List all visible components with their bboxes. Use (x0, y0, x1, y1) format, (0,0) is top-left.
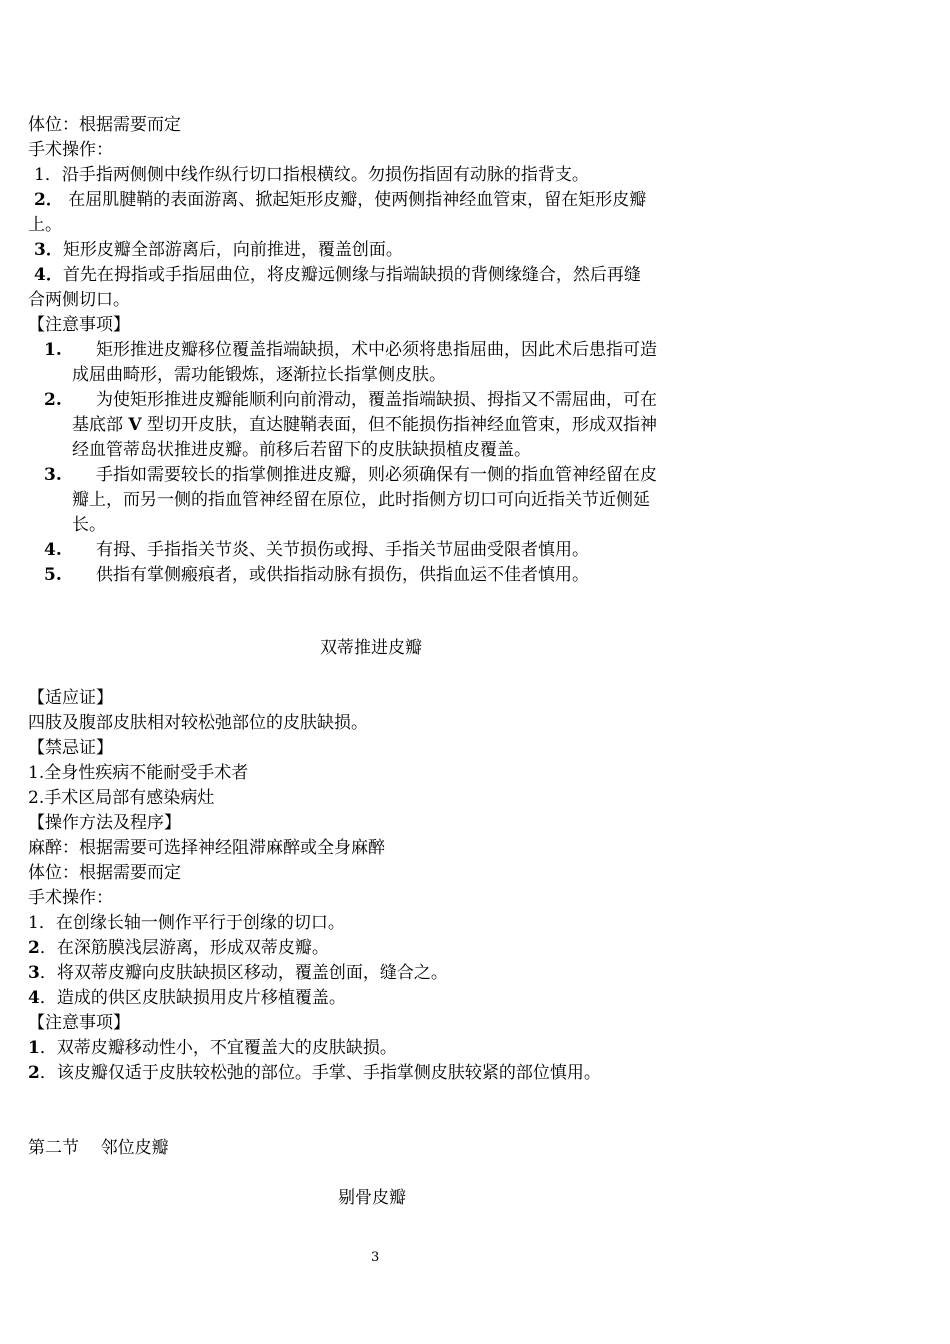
note-item: 1．双蒂皮瓣移动性小，不宜覆盖大的皮肤缺损。 (28, 1038, 397, 1058)
notes-heading: 【注意事项】 (28, 1013, 130, 1033)
note-text: 为使矩形推进皮瓣能顺利向前滑动，覆盖指端缺损、拇指又不需屈曲，可在 (96, 390, 657, 410)
note-text: 基底部 V 型切开皮肤，直达腱鞘表面，但不能损伤指神经血管束，形成双指神 (72, 415, 658, 435)
note-text: 供指有掌侧瘢痕者，或供指指动脉有损伤，供指血运不佳者慎用。 (96, 565, 589, 585)
note-number: 4. (44, 540, 62, 560)
note-item: 2．该皮瓣仅适于皮肤较松弛的部位。手掌、手指掌侧皮肤较紧的部位慎用。 (28, 1063, 601, 1083)
note-text: 有拇、手指指关节炎、关节损伤或拇、手指关节屈曲受限者慎用。 (96, 540, 589, 560)
op-item: 1．沿手指两侧侧中线作纵行切口指根横纹。勿损伤指固有动脉的指背支。 (34, 165, 589, 185)
op-item: 4．首先在拇指或手指屈曲位，将皮瓣远侧缘与指端缺损的背侧缘缝合，然后再缝 (34, 265, 641, 285)
op-item: 4．造成的供区皮肤缺损用皮片移植覆盖。 (28, 988, 346, 1008)
op-item-cont: 上。 (28, 215, 62, 235)
chapter-heading: 第二节 邻位皮瓣 (28, 1138, 169, 1158)
indication-text: 四肢及腹部皮肤相对较松弛部位的皮肤缺损。 (28, 713, 368, 733)
note-number: 5. (44, 565, 62, 585)
ops-label: 手术操作： (28, 140, 113, 160)
note-text: 矩形推进皮瓣移位覆盖指端缺损，术中必须将患指屈曲，因此术后患指可造 (96, 340, 657, 360)
op-item: 2． 在屈肌腱鞘的表面游离、掀起矩形皮瓣，使两侧指神经血管束，留在矩形皮瓣 (34, 190, 647, 210)
position-line: 体位：根据需要而定 (28, 115, 181, 135)
note-text: 长。 (72, 515, 106, 535)
section-title: 剔骨皮瓣 (338, 1188, 406, 1208)
section-title: 双蒂推进皮瓣 (320, 638, 422, 658)
op-item: 1．在创缘长轴一侧作平行于创缘的切口。 (28, 913, 345, 933)
position-line: 体位：根据需要而定 (28, 863, 181, 883)
note-text: 成屈曲畸形，需功能锻炼，逐渐拉长指掌侧皮肤。 (72, 365, 446, 385)
method-heading: 【操作方法及程序】 (28, 813, 181, 833)
op-item-cont: 合两侧切口。 (28, 290, 130, 310)
op-item: 3．矩形皮瓣全部游离后，向前推进，覆盖创面。 (34, 240, 403, 260)
contra-heading: 【禁忌证】 (28, 738, 113, 758)
note-text: 手指如需要较长的指掌侧推进皮瓣，则必须确保有一侧的指血管神经留在皮 (96, 465, 657, 485)
note-text: 经血管蒂岛状推进皮瓣。前移后若留下的皮肤缺损植皮覆盖。 (72, 440, 531, 460)
indication-heading: 【适应证】 (28, 688, 113, 708)
page-number: 3 (371, 1250, 380, 1265)
note-number: 2. (44, 390, 62, 410)
contra-item: 2.手术区局部有感染病灶 (28, 788, 215, 808)
notes-heading: 【注意事项】 (28, 315, 130, 335)
op-item: 3．将双蒂皮瓣向皮肤缺损区移动，覆盖创面，缝合之。 (28, 963, 448, 983)
op-item: 2．在深筋膜浅层游离，形成双蒂皮瓣。 (28, 938, 329, 958)
note-text: 瓣上，而另一侧的指血管神经留在原位，此时指侧方切口可向近指关节近侧延 (72, 490, 650, 510)
contra-item: 1.全身性疾病不能耐受手术者 (28, 763, 249, 783)
anesthesia-line: 麻醉：根据需要可选择神经阻滞麻醉或全身麻醉 (28, 838, 385, 858)
note-number: 1. (44, 340, 62, 360)
note-number: 3. (44, 465, 62, 485)
ops-label: 手术操作： (28, 888, 113, 908)
